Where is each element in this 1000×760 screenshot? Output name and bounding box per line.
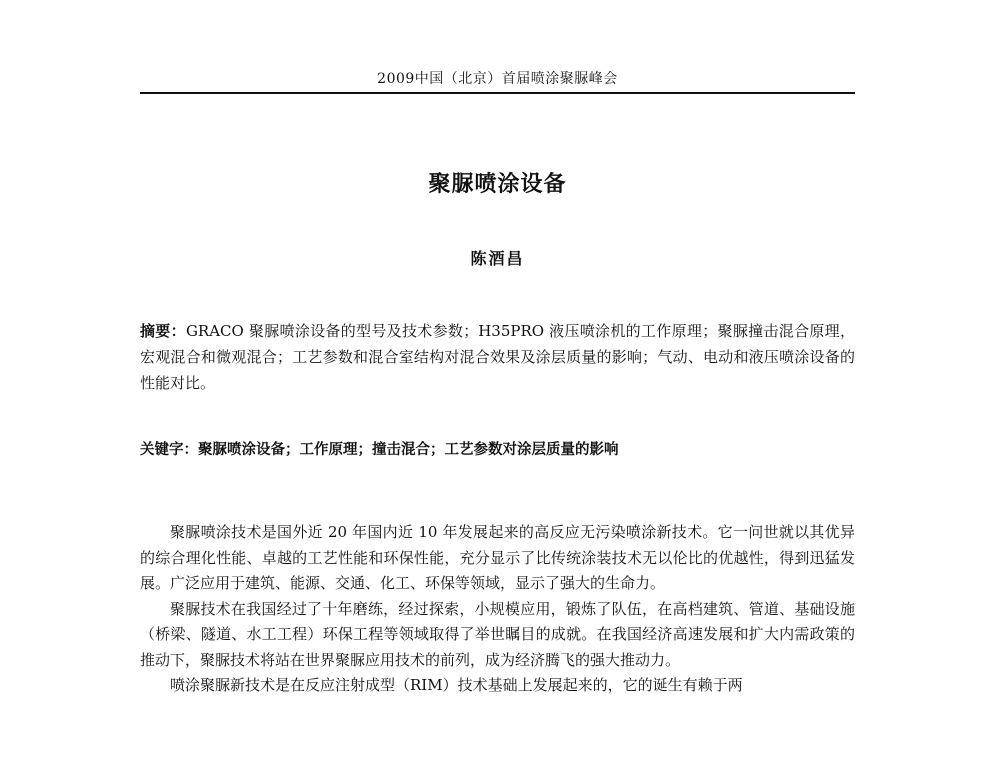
abstract-label: 摘要： bbox=[140, 322, 186, 340]
body-paragraph-2: 聚脲技术在我国经过了十年磨练，经过探索，小规模应用，锻炼了队伍，在高档建筑、管道、基础设施（桥梁、隧道、水工工程）环保工程等领域取得了举世瞩目的成就。在我国经济高速发展和扩大内需政策的推动下，聚脲技术将站在世界聚脲应用技术的前列，成为经济腾飞的强大推动力。 bbox=[140, 599, 855, 669]
keywords-label: 关键字： bbox=[140, 442, 198, 458]
body-paragraph-3: 喷涂聚脲新技术是在反应注射成型（RIM）技术基础上发展起来的，它的诞生有赖于两 bbox=[170, 676, 743, 694]
running-header: 2009中国（北京）首届喷涂聚脲峰会 bbox=[377, 71, 618, 87]
paper-title: 聚脲喷涂设备 bbox=[428, 172, 567, 197]
body-paragraph-1: 聚脲喷涂技术是国外近 20 年国内近 10 年发展起来的高反应无污染喷涂新技术。它一问世就以其优异的综合理化性能、卓越的工艺性能和环保性能，充分显示了比传统涂装技术无以伦比的优越性，得到迅猛发展。广泛应用于建筑、能源、交通、化工、环保等领域，显示了强大的生命力。 bbox=[140, 523, 855, 592]
body-text bbox=[140, 520, 855, 760]
author-name: 陈酒昌 bbox=[470, 249, 525, 268]
header-rule bbox=[140, 92, 855, 94]
abstract-text: GRACO 聚脲喷涂设备的型号及技术参数；H35PRO 液压喷涂机的工作原理；聚脲撞击混合原理，宏观混合和微观混合；工艺参数和混合室结构对混合效果及涂层质量的影响；气动、电动和液压喷涂设备的性能对比。 bbox=[140, 322, 855, 392]
keywords bbox=[140, 438, 855, 462]
abstract bbox=[140, 318, 855, 396]
keywords-text: 聚脲喷涂设备；工作原理；撞击混合；工艺参数对涂层质量的影响 bbox=[198, 442, 619, 458]
